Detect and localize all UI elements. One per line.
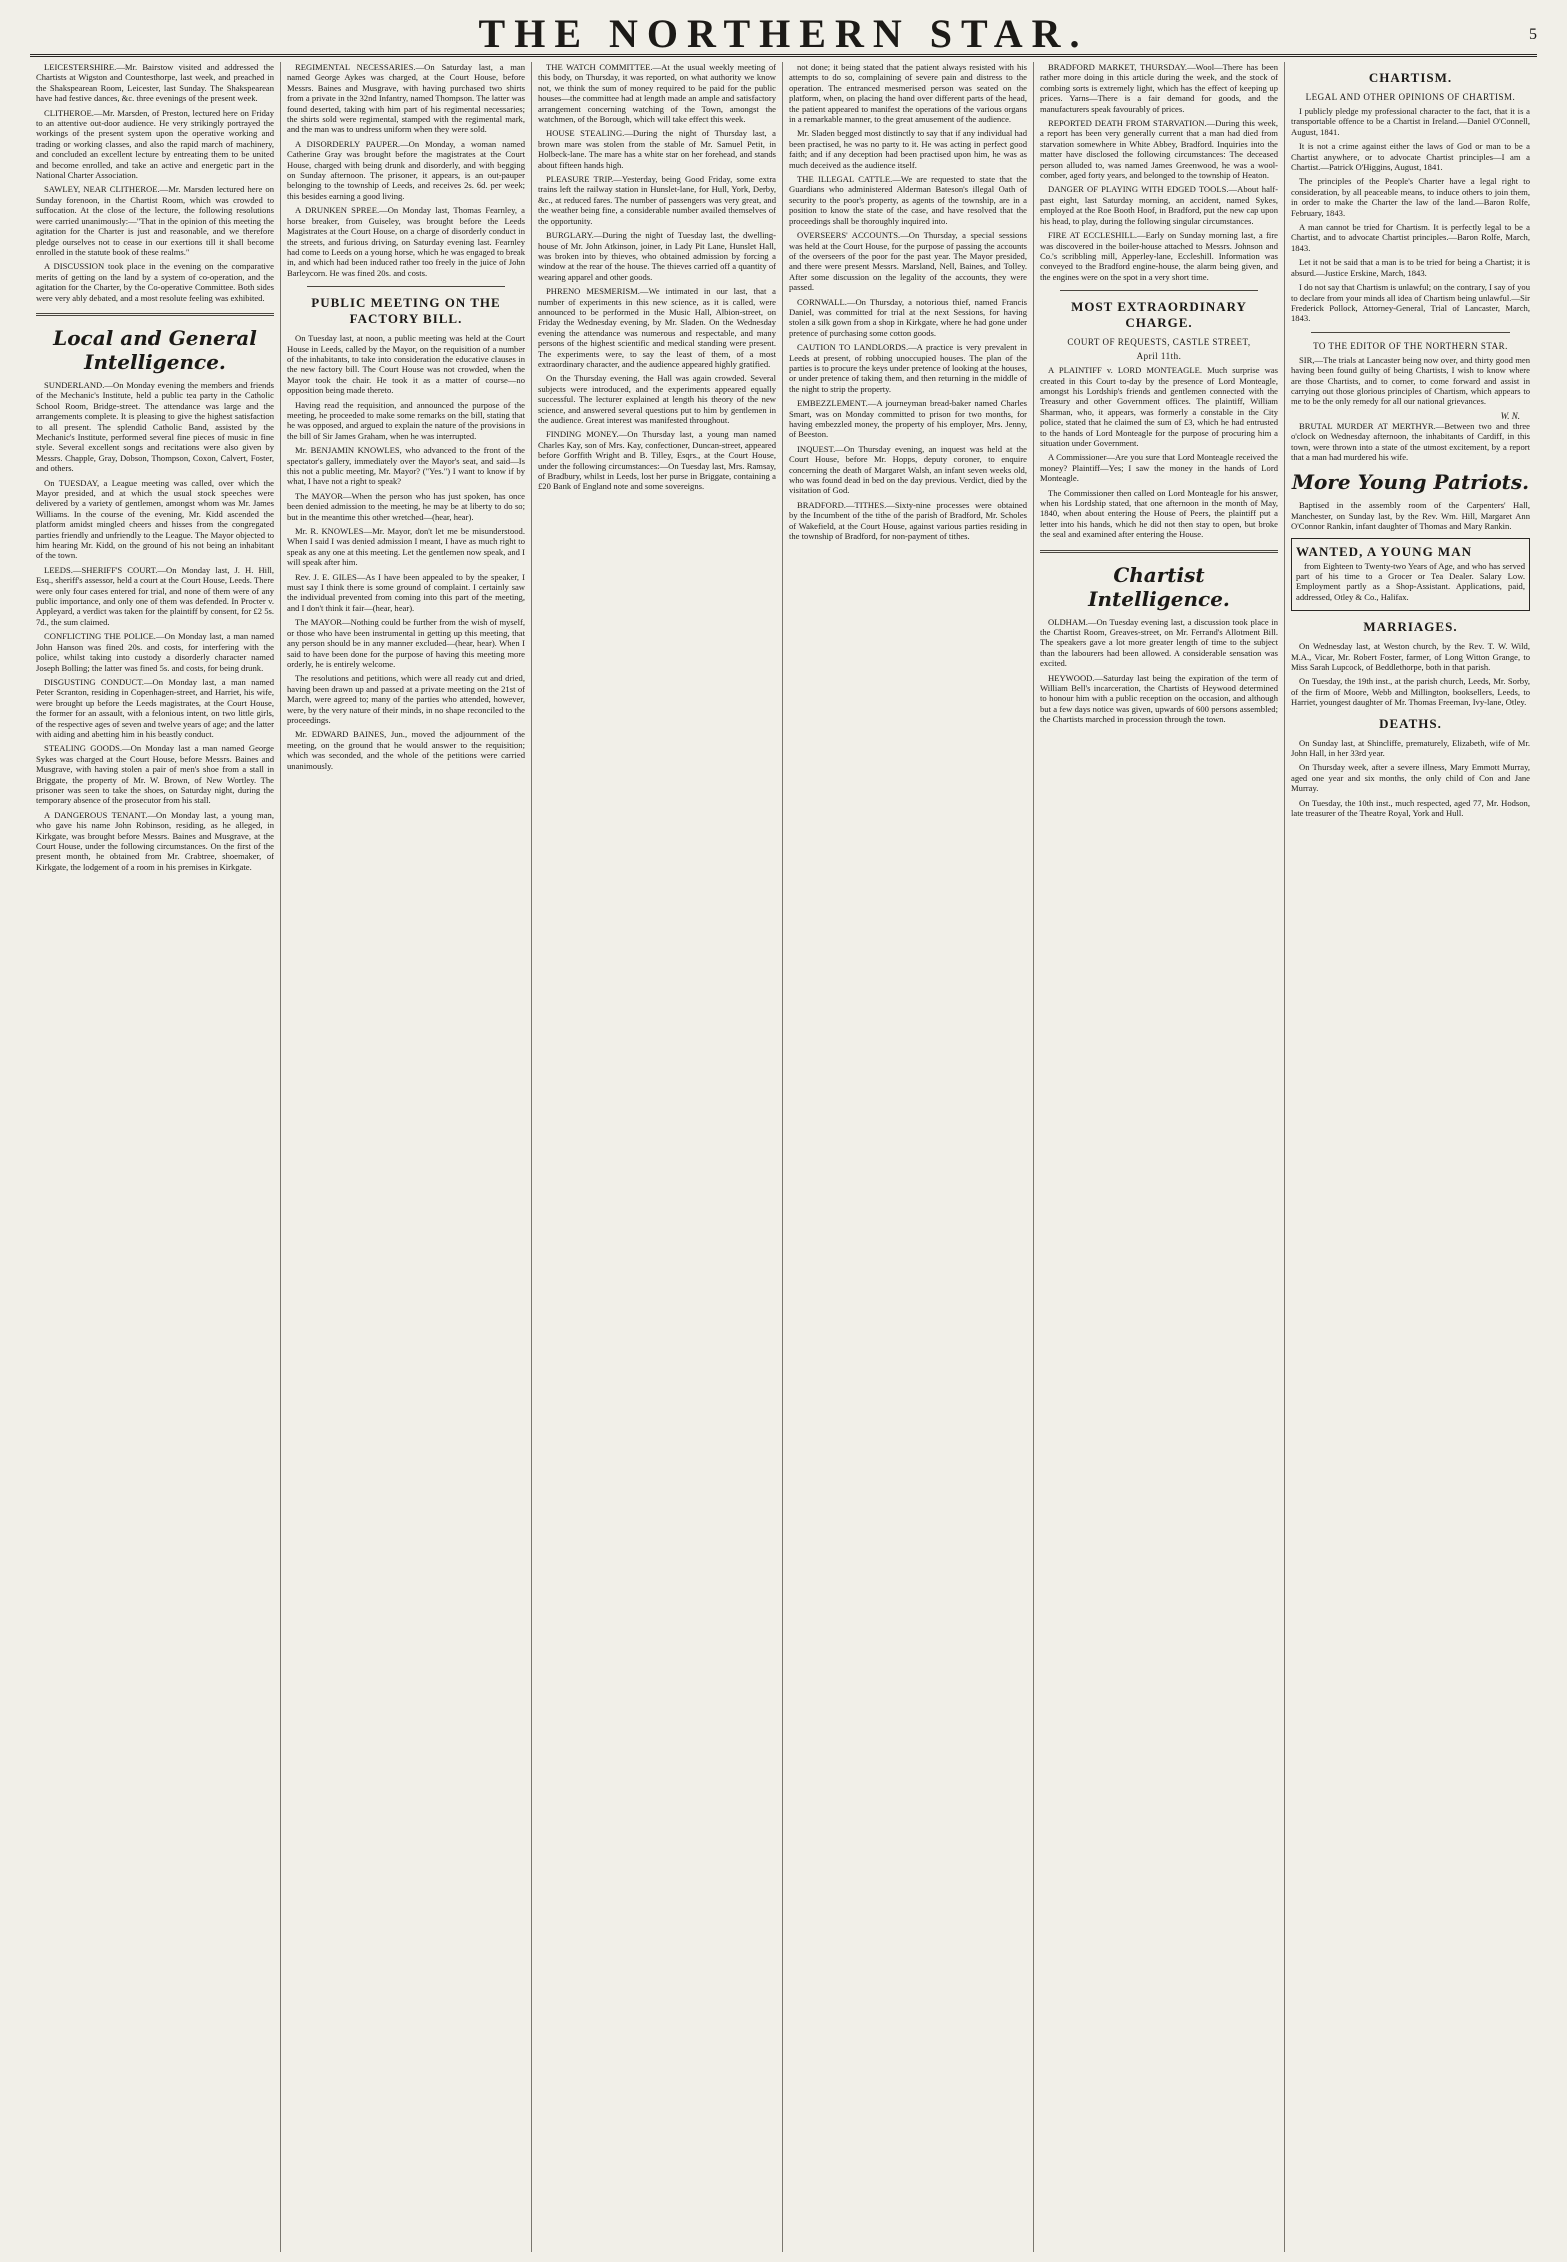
article: Mr. Sladen begged most distinctly to say that if any individual had been practised, he was no party to it. He was acting in perfect good faith; and if any deception had been practised upon him, he was as much deceived as the audience itself. — [789, 128, 1027, 170]
section-court-of-requests: COURT OF REQUESTS, CASTLE STREET, — [1067, 337, 1251, 348]
article: THE WATCH COMMITTEE.—At the usual weekly meeting of this body, on Thursday, it was reported, on what authority we know not, we think the sum of money required to be paid for the public houses—the committee had at length made an ample and satisfactory arrangement concerning watching of the Town, amongst the watchmen, of the Borough, which will take effect this week. — [538, 62, 776, 125]
article: CAUTION TO LANDLORDS.—A practice is very prevalent in Leeds at present, of robbing unoccupied houses. The plan of the parties is to procure the keys under pretence of looking at the houses, or under pretence of taking them, and then returning in the middle of the night to strip the property. — [789, 342, 1027, 394]
divider — [1040, 550, 1278, 553]
court-date: April 11th. — [1136, 351, 1182, 362]
quote: I do not say that Chartism is unlawful; on the contrary, I say of you to declare from your minds all idea of Chartism being unlawful.—Sir Frederick Pollock, Attorney-General, Trial of Lancaster, March, 1843. — [1291, 282, 1530, 324]
article: HOUSE STEALING.—During the night of Thursday last, a brown mare was stolen from the stable of Mr. Samuel Petit, in Holbeck-lane. The mare has a white star on her forehead, and stands about fifteen hands high. — [538, 128, 776, 170]
article: The resolutions and petitions, which were all ready cut and dried, having been drawn up and passed at a private meeting on the 21st of March, were agreed to; many of the parties who attended, however, were, by the very nature of their minds, in no shape reconciled to the proceedings. — [287, 673, 525, 725]
article: LEEDS.—SHERIFF'S COURT.—On Monday last, J. H. Hill, Esq., sheriff's assessor, held a court at the Court House, Leeds. There were only four cases entered for trial, and none of them were of any public importance, and only one of them was defended. In Procter v. Appleyard, a verdict was taken for the plaintiff by consent, for £2 5s. 7d., the sum claimed. — [36, 564, 274, 627]
column-1 — [30, 62, 281, 2252]
column-2 — [281, 62, 532, 2252]
article: INQUEST.—On Thursday evening, an inquest was held at the Court House, before Mr. Hopps, deputy coroner, to enquire concerning the death of Margaret Walsh, an infant seven weeks old, who was found dead in bed on the day previous. Verdict, died by the visitation of God. — [789, 443, 1027, 496]
notice: On Sunday last, at Shincliffe, prematurely, Elizabeth, wife of Mr. John Hall, in her 33rd year. — [1291, 737, 1530, 759]
notice: On Wednesday last, at Weston church, by the Rev. T. W. Wild, M.A., Vicar, Mr. Robert Foster, farmer, of Long Witton Grange, to Miss Sarah Lupcock, of Beddlethorpe, both in that parish. — [1291, 641, 1530, 673]
article: Baptised in the assembly room of the Carpenters' Hall, Manchester, on Sunday last, by the Rev. Wm. Hill, Margaret Ann O'Connor Rankin, infant daughter of Thomas and Mary Rankin. — [1291, 500, 1530, 532]
article: DISGUSTING CONDUCT.—On Monday last, a man named Peter Scranton, residing in Copenhagen-street, and Harriet, his wife, were brought up before the Leeds magistrates, at the Court House, the former for an assault, with a felonious intent, on two little girls, of the respective ages of seven and twelve years of age; and the latter with aiding and abetting him in his beastly conduct. — [36, 676, 274, 739]
column-5 — [1034, 62, 1285, 2252]
article: OVERSEERS' ACCOUNTS.—On Thursday, a special sessions was held at the Court House, for the purpose of passing the accounts of the overseers of the poor for the past year. The Mayor presided, and there were present Messrs. Marsland, Nell, Baines, and Tolley. After some discussion on the legality of the accounts, they were passed. — [789, 230, 1027, 293]
quote: Let it not be said that a man is to be tried for being a Chartist; it is absurd.—Justice Erskine, March, 1843. — [1291, 257, 1530, 278]
section-chartism-subtitle: LEGAL AND OTHER OPINIONS OF CHARTISM. — [1305, 92, 1516, 102]
article: Mr. EDWARD BAINES, Jun., moved the adjournment of the meeting, on the ground that he would answer to the requisition; which was seconded, and the whole of the petitions were carried unanimously. — [287, 729, 525, 771]
section-deaths: DEATHS. — [1379, 715, 1442, 731]
divider — [36, 313, 274, 316]
article: LEICESTERSHIRE.—Mr. Bairstow visited and addressed the Chartists at Wigston and Countesthorpe, last week, and preached in the Shakspearean Room, Leicester, last Sunday. The Shakspearean have had festive dances, &c. three evenings of the present week. — [36, 62, 274, 104]
column-3 — [532, 62, 783, 2252]
column-4 — [783, 62, 1034, 2252]
section-chartist-intelligence: Chartist Intelligence. — [1088, 562, 1230, 611]
article: BRUTAL MURDER AT MERTHYR.—Between two and three o'clock on Wednesday afternoon, the inhabitants of Cardiff, in this town, were thrown into a state of the utmost excitement, by a report that a man had murdered his wife. — [1291, 420, 1530, 462]
article: CLITHEROE.—Mr. Marsden, of Preston, lectured here on Friday to an attentive out-door audience. He very strikingly portrayed the workings of the present system upon the operative working and trading or working classes, and also the rapid march of machinery, and concluded an excellent lecture by entreating them to be united and become enrolled, and take an active and energetic part in the National Charter Association. — [36, 107, 274, 181]
section-marriages: MARRIAGES. — [1363, 619, 1458, 635]
article: STEALING GOODS.—On Monday last a man named George Sykes was charged at the Court House, before Messrs. Baines and Musgrave, with having stolen a pair of men's shoe from a stall in Briggate, the property of Mr. W. Brown, of New Wortley. The prisoner was seen to take the shoes, on Saturday night, during the temporary absence of the prosecutor from his stall. — [36, 743, 274, 806]
article: SAWLEY, NEAR CLITHEROE.—Mr. Marsden lectured here on Sunday forenoon, in the Chartist Room, which was crowded to suffocation. At the close of the lecture, the following resolutions were carried unanimously:—"That in the opinion of this meeting the agitation for the Charter is just and reasonable, and we therefore pledge ourselves not to cease in our exertions till it shall become enrolled in the statute book of these realms." — [36, 184, 274, 257]
article: DANGER OF PLAYING WITH EDGED TOOLS.—About half-past eight, last Saturday morning, an accident, named Sykes, employed at the Roe Booth Hoof, in Bradford, put the new cap upon his head, to play, during the following singular circumstances. — [1040, 184, 1278, 226]
article: On the Thursday evening, the Hall was again crowded. Several subjects were introduced, and the experiments appeared equally successful. The lecturer explained at length his theory of the new science, and answered several questions put to him by gentlemen in the audience. Great interest was manifested throughout. — [538, 373, 776, 425]
article: FIRE AT ECCLESHILL.—Early on Sunday morning last, a fire was discovered in the boiler-house attached to Messrs. Johnson and Co.'s scribbling mill, Apperley-lane, Eccleshill. Information was conveyed to the Bradford engine-house, the alarm being given, and the engines were on the spot in a very short time. — [1040, 230, 1278, 282]
article: BRADFORD.—TITHES.—Sixty-nine processes were obtained by the Incumbent of the tithe of the parish of Bradford, Mr. Scholes of Wakefield, at the Court House, against various parties residing in the township of Bradford, for non-payment of tithes. — [789, 499, 1027, 542]
notice: On Tuesday, the 10th inst., much respected, aged 77, Mr. Hodson, late treasurer of the Theatre Royal, York and Hull. — [1291, 797, 1530, 819]
article: FINDING MONEY.—On Thursday last, a young man named Charles Kay, son of Mrs. Kay, confectioner, Duncan-street, appeared before Gorffith Wright and B. Tilley, Esqrs., at the Court House, under the following circumstances:—On Tuesday last, Mrs. Ramsay, of Bradbury, whilst in Leeds, lost her purse in Briggate, containing a £20 Bank of England note and some sovereigns. — [538, 429, 776, 492]
article: PHRENO MESMERISM.—We intimated in our last, that a number of experiments in this new science, as it is called, were announced to be performed in the Music Hall, Albion-street, on Friday the Wednesday evening, by Mr. Sladen. On the Wednesday evening the attendance was numerous and respectable, and many persons of the highest scientific and medical standing were present. The experiments were, to say the least of them, of a most extraordinary character, and the audience appeared highly gratified. — [538, 286, 776, 369]
article: Mr. BENJAMIN KNOWLES, who advanced to the front of the spectator's gallery, immediately over the Mayor's seat, and said—Is this not a public meeting, Mr. Mayor? ("Yes.") I want to know if by what, I have not a right to speak? — [287, 445, 525, 487]
column-6 — [1285, 62, 1536, 2252]
article: A Commissioner—Are you sure that Lord Monteagle received the money? Plaintiff—Yes; I saw the money in the hands of Lord Monteagle. — [1040, 452, 1278, 484]
section-to-the-editor: TO THE EDITOR OF THE NORTHERN STAR. — [1313, 340, 1508, 351]
notice: On Thursday week, after a severe illness, Mary Emmott Murray, aged one year and six months, the only child of Con and Jane Murray. — [1291, 762, 1530, 794]
section-chartism: CHARTISM. — [1368, 70, 1453, 85]
advertisement — [1291, 538, 1530, 612]
article: Mr. R. KNOWLES—Mr. Mayor, don't let me be misunderstood. When I said I was denied admission I meant, I have as much right to speak as any one at this meeting. Let the gentlemen now speak, and I will speak after him. — [287, 526, 525, 568]
page-number: 5 — [1529, 26, 1537, 43]
article: REGIMENTAL NECESSARIES.—On Saturday last, a man named George Aykes was charged, at the Court House, before Messrs. Baines and Musgrave, with having purchased two shirts from a private in the 32nd Infantry, named Thompson. The latter was found deserted, taking with him part of his regimental necessaries; the shirts sold were regimental, stamped with the regimental mark, and the man was to undress uniform when they were sold. — [287, 62, 525, 135]
letter-signoff: W. N. — [1500, 410, 1520, 421]
article: On Tuesday last, at noon, a public meeting was held at the Court House in Leeds, called by the Mayor, on the requisition of a number of the inhabitants, to take into consideration the educative clauses in the new factory bill. The Court House was not crowded, when the Mayor took the chair. He took it as a matter of course—no opposition being made thereto. — [287, 333, 525, 396]
article: REPORTED DEATH FROM STARVATION.—During this week, a report has been very generally current that a man had died from starvation somewhere in White Abbey, Bradford. Inquiries into the matter have disclosed the following circumstances: The deceased person alluded to, was named James Greenwood, he was a wool-comber, aged forty years, and belonged to the township of Heaton. — [1040, 118, 1278, 181]
article: A DRUNKEN SPREE.—On Monday last, Thomas Fearnley, a horse breaker, from Guiseley, was brought before the Leeds Magistrates at the Court House, on a charge of disorderly conduct in the streets, and furious driving, on Saturday evening last. Fearnley had come to Leeds on a young horse, which he was engaged to break in, and which had been induced rather too freely in the juice of John Barleycorn. He was fined 20s. and costs. — [287, 205, 525, 278]
section-more-young-patriots: More Young Patriots. — [1291, 470, 1530, 495]
article: not done; it being stated that the patient always resisted with his attempts to do so, complaining of severe pain and distress to the operation. The entranced mesmerised person was seated on the platform, when, on placing the hand over different parts of the head, the patient appeared to manifest the operations of the various organs in a remarkable manner, to the great amusement of the audience. — [789, 62, 1027, 125]
article: A DISORDERLY PAUPER.—On Monday, a woman named Catherine Gray was brought before the magistrates at the Court House, charged with being drunk and disorderly, and with begging on Sunday afternoon. The prisoner, it appears, is an out-pauper belonging to the township of Leeds, and receives 2s. 6d. per week; this besides earning a good living. — [287, 138, 525, 201]
divider — [1060, 290, 1258, 291]
newspaper-title: THE NORTHERN STAR. — [478, 11, 1089, 56]
article: OLDHAM.—On Tuesday evening last, a discussion took place in the Chartist Room, Greaves-street, on Mr. Ferrand's Allotment Bill. The speakers gave a lot more greater length of time to the subject than the labourers had been allowed. A considerable sensation was excited. — [1040, 616, 1278, 669]
article: CORNWALL.—On Thursday, a notorious thief, named Francis Daniel, was committed for trial at the next Sessions, for having stolen a silk gown from a shop in Kirkgate, where he had gone under pretence of purchasing some cotton goods. — [789, 296, 1027, 338]
article: THE ILLEGAL CATTLE.—We are requested to state that the Guardians who administered Alderman Bateson's illegal Oath of security to the poor's property, as agents of the township, are in a position to know the state of the case, and have resolved that the proceedings shall be thoroughly inquired into. — [789, 174, 1027, 226]
article: The MAYOR—Nothing could be further from the wish of myself, or those who have been instrumental in getting up this meeting, that any person should be in any manner excluded—(hear, hear). When I said to have been done for the purpose of having this meeting more orderly, he is entirely welcome. — [287, 617, 525, 669]
article: The Commissioner then called on Lord Monteagle for his answer, when his Lordship stated, that one afternoon in the month of May, 1840, when about entering the House of Peers, the plaintiff put a letter into his hands, which he did not then stay to open, but broke the seal and examined after entering the House. — [1040, 487, 1278, 540]
quote: I publicly pledge my professional character to the fact, that it is a transportable offence to be a Chartist in Ireland.—Daniel O'Connell, August, 1841. — [1291, 106, 1530, 137]
article: Having read the requisition, and announced the purpose of the meeting, he proceeded to make some remarks on the bill, stating that he was opposed, and argued to explain the nature of the provisions in the bill of Sir James Graham, when he was interrupted. — [287, 399, 525, 441]
quote: A man cannot be tried for Chartism. It is perfectly legal to be a Chartist, and to advocate Chartist principles.—Baron Rolfe, March, 1843. — [1291, 222, 1530, 253]
divider — [307, 286, 505, 287]
letter: SIR,—The trials at Lancaster being now over, and thirty good men having been found guilty of being Chartists, I wish to know where are those Chartists, and to corner, to come forward and assist in carrying out those glorious principles of Chartism, which appears to me to be the only remedy for all our national grievances. — [1291, 354, 1530, 407]
article: BRADFORD MARKET, THURSDAY.—Wool—There has been rather more doing in this article during the week, and the stock of combing sorts is extremely light, which has the effect of keeping up prices. Yarns—There is a fair demand for goods, and the manufacturers speak favourably of prices. — [1040, 62, 1278, 114]
article: EMBEZZLEMENT.—A journeyman bread-baker named Charles Smart, was on Monday committed to prison for two months, for having embezzled money, the property of his employer, Mrs. Jenny, of Beeston. — [789, 398, 1027, 440]
quote: It is not a crime against either the laws of God or man to be a Chartist anywhere, or to advocate Chartist principles—I am a Chartist.—Patrick O'Higgins, August, 1841. — [1291, 141, 1530, 173]
divider — [1311, 332, 1510, 333]
section-local-intelligence: Local and General Intelligence. — [53, 325, 257, 374]
article: A DISCUSSION took place in the evening on the comparative merits of getting on the land by a system of co-operation, and the agitation for the Charter, by the Co-operative Committee. Both sides were very ably debated, and a most resolute feeling was exhibited. — [36, 261, 274, 303]
section-factory-bill: PUBLIC MEETING ON THE FACTORY BILL. — [311, 295, 501, 327]
notice: On Tuesday, the 19th inst., at the parish church, Leeds, Mr. Sorby, of the firm of Moore, Webb and Millington, booksellers, Leeds, to Harriet, youngest daughter of Mr. Thomas Freeman, Ivy-lane, Otley. — [1291, 676, 1530, 708]
article: On TUESDAY, a League meeting was called, over which the Mayor presided, and at which the usual stock speeches were delivered by a variety of gentlemen, amongst whom was Mr. James Williams. In the course of the evening, Mr. Kidd ascended the platform amidst mingled cheers and hisses from the congregated parties friendly and unfriendly to the League. The Mayor objected to him hearing Mr. Kidd, on the ground of his not being an inhabitant of the town. — [36, 477, 274, 561]
advert-body: from Eighteen to Twenty-two Years of Age, and who has served part of his time to a Grocer or Tea Dealer. Salary Low. Employment partly as a Shop-Assistant. Applications, paid, addressed, Otley & Co., Halifax. — [1296, 560, 1525, 602]
article: A PLAINTIFF v. LORD MONTEAGLE. Much surprise was created in this Court to-day by the presence of Lord Monteagle, amongst his Lordship's friends and gentlemen connected with the Treasury and other Government offices. The plaintiff, William Sharman, who, it appears, was formerly a constable in the City police, stated that he claimed the sum of £3, which he had entrusted to the hands of Lord Monteagle for the purpose of procuring him a situation under Government. — [1040, 365, 1278, 448]
quote: The principles of the People's Charter have a legal right to consideration, by all peaceable means, to induce others to join them, in order to make the Charter the law of the land.—Baron Rolfe, February, 1843. — [1291, 176, 1530, 218]
article: SUNDERLAND.—On Monday evening the members and friends of the Mechanic's Institute, held a public tea party in the Catholic School Room, Bridge-street. The attendance was large and the arrangements complete. It is pleasing to give the highest satisfaction to all present. The splendid Catholic Band, assisted by the Mechanic's Institute, performed several fine pieces of music in fine style. Several excellent songs and recitations were also given by Messrs. Chapple, Gray, Dobson, Thompson, Coxon, Calvert, Foster, and others. — [36, 379, 274, 474]
masthead — [30, 8, 1537, 57]
article: PLEASURE TRIP.—Yesterday, being Good Friday, some extra trains left the railway station in Hunslet-lane, for Hull, York, Derby, &c., at reduced fares. The number of passengers was very great, and the weather being fine, a considerable number availed themselves of the opportunity. — [538, 174, 776, 226]
article: CONFLICTING THE POLICE.—On Monday last, a man named John Hanson was fined 20s. and costs, for interfering with the police, whilst taking into custody a disorderly character named Joseph Bolling; the latter was fined 5s. and costs, for being drunk. — [36, 631, 274, 673]
article: The MAYOR—When the person who has just spoken, has once been denied admission to the meeting, he may be at liberty to do so; but in the meantime this other wretched—(hear, hear). — [287, 490, 525, 522]
section-most-extraordinary: MOST EXTRAORDINARY CHARGE. — [1071, 299, 1247, 331]
article: HEYWOOD.—Saturday last being the expiration of the term of William Bell's incarceration, the Chartists of Heywood determined to honour him with a public reception on the occasion, and although but a few days notice was given, upwards of 600 persons assembled; the Chartists marched in procession through the town. — [1040, 672, 1278, 725]
columns — [30, 62, 1537, 2252]
article: BURGLARY.—During the night of Tuesday last, the dwelling-house of Mr. John Atkinson, joiner, in Lady Pit Lane, Hunslet Hall, was broken into by thieves, who obtained admission by forcing a window at the rear of the house. The thieves carried off a quantity of wearing apparel and other goods. — [538, 230, 776, 282]
article: Rev. J. E. GILES—As I have been appealed to by the speaker, I must say I think there is some ground of complaint. I certainly saw the individual prevented from coming into this part of the meeting, and I don't think it fair—(hear, hear). — [287, 571, 525, 613]
advert-headline: WANTED, A YOUNG MAN — [1296, 543, 1472, 559]
article: A DANGEROUS TENANT.—On Monday last, a young man, who gave his name John Robinson, residing, as he alleged, in Kirkgate, was brought before Messrs. Baines and Musgrave, at the Court House, under the following circumstances. On the first of the present month, he obtained from Mr. Crabtree, shoemaker, of Kirkgate, the lodgement of a room in his premises in Kirkgate. — [36, 809, 274, 872]
